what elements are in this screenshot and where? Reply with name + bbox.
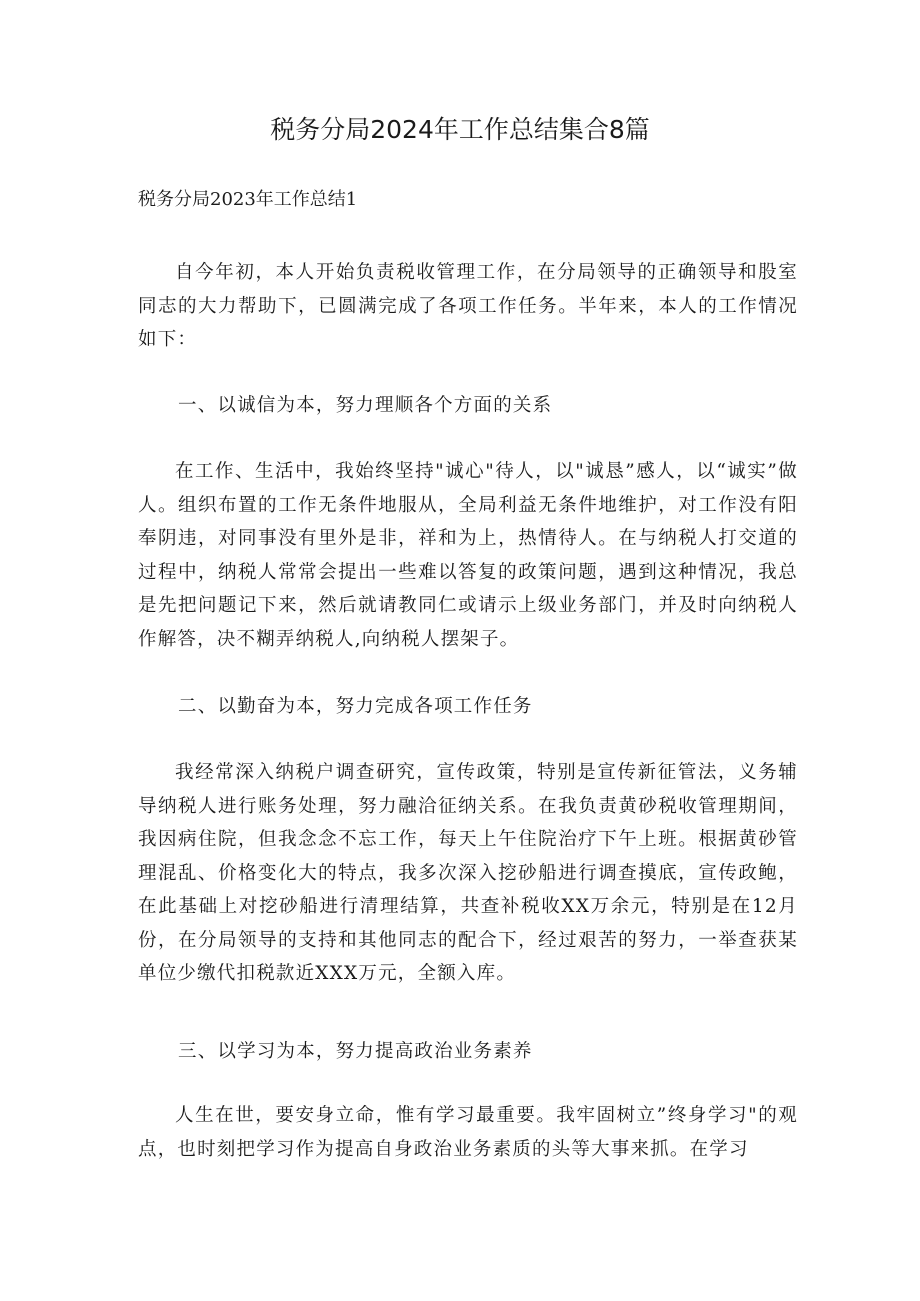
section-heading-1: 一、以诚信为本，努力理顺各个方面的关系: [178, 395, 553, 416]
section-heading-2: 二、以勤奋为本，努力完成各项工作任务: [178, 696, 533, 717]
paragraph-diligence: 我经常深入纳税户调查研究，宣传政策，特别是宣传新征管法，义务辅导纳税人进行账务处理，努力融洽征纳关系。在我负责黄砂税收管理期间，我因病住院，但我念念不忘工作，每天上午住院治疗下午上班。根据黄砂管理混乱、价格变化大的特点，我多次深入挖砂船进行调查摸底，宣传政鲍，在此基础上对挖砂船进行清理结算，共查补税收XX万余元，特别是在12月份，在分局领导的支持和其他同志的配合下，经过艰苦的努力，一举查获某单位少缴代扣税款近XXX万元，全额入库。: [138, 762, 798, 984]
document-title: 税务分局2024年工作总结集合8篇: [270, 115, 650, 144]
section-subtitle: 税务分局2023年工作总结1: [138, 189, 358, 210]
paragraph-learning: 人生在世，要安身立命，惟有学习最重要。我牢固树立”终身学习"的观点，也时刻把学习作为提高自身政治业务素质的头等大事来抓。在学习: [138, 1105, 798, 1160]
paragraph-integrity: 在工作、生活中，我始终坚持"诚心"待人，以"诚恳”感人，以“诚实”做人。组织布置的工作无条件地服从，全局利益无条件地维护，对工作没有阳奉阴违，对同事没有里外是非，祥和为上，热情待人。在与纳税人打交道的过程中，纳税人常常会提出一些难以答复的政策问题，遇到这种情况，我总是先把问题记下来，然后就请教同仁或请示上级业务部门，并及时向纳税人作解答，决不糊弄纳税人,向纳税人摆架子。: [138, 461, 798, 650]
intro-paragraph: 自今年初，本人开始负责税收管理工作，在分局领导的正确领导和股室同志的大力帮助下，已圆满完成了各项工作任务。半年来，本人的工作情况如下：: [138, 262, 798, 350]
section-heading-3: 三、以学习为本，努力提高政治业务素养: [178, 1041, 533, 1062]
